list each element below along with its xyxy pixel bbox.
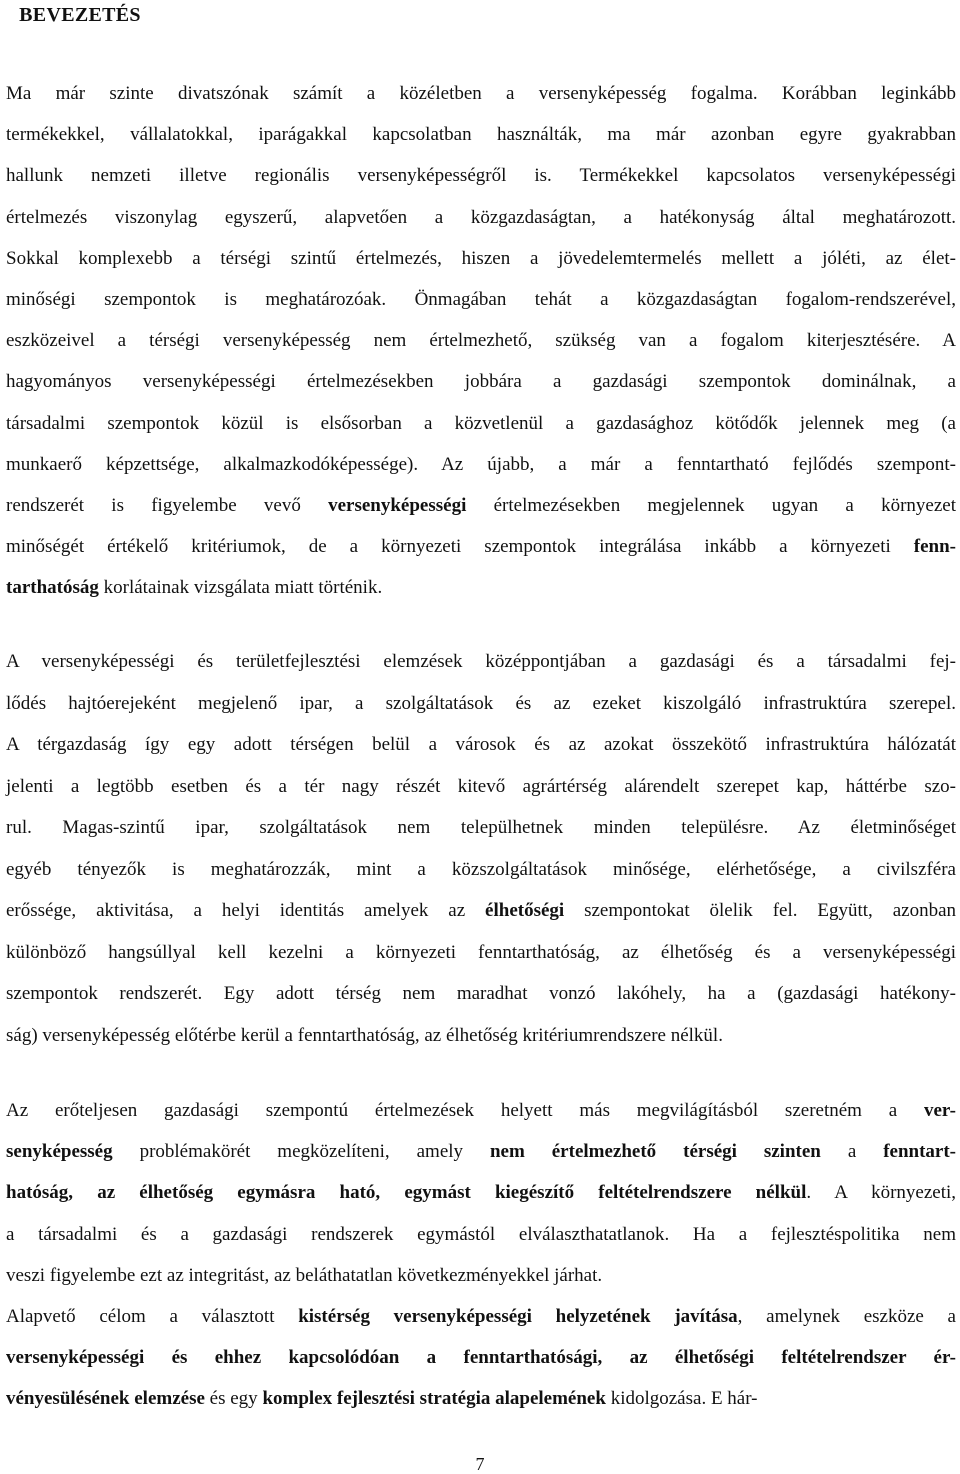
text-line [6, 690, 956, 718]
text-run: és egy [204, 1388, 263, 1409]
text-run: jelenti a legtöbb esetben és a tér nagy részét kitevő agrártérség alárendelt szerepet kap, háttérbe szo- [6, 775, 956, 797]
text-line [6, 1022, 956, 1050]
text-line [6, 1097, 956, 1125]
text-run: különböző hangsúllyal kell kezelni a környezeti fenntarthatóság, az élhetőség és a versenyképességi [6, 941, 956, 963]
bold-text: hatóság, az élhetőség egymásra ható, egymást kiegészítő feltételrendszere nélkül [6, 1182, 807, 1204]
text-run: korlátainak vizsgálata miatt történik. [98, 577, 383, 599]
text-run: A térgazdaság így egy adott térségen belül a városok és az azokat összekötő infrastruktúra hálózatát [6, 734, 956, 755]
bold-text: tarthatóság [6, 577, 99, 599]
text-run: értelmezésekben megjelennek ugyan a környezet [466, 495, 956, 516]
page-number: 7 [475, 1454, 485, 1474]
text-run: a [820, 1141, 884, 1163]
bold-text: komplex fejlesztési stratégia alapelemének [262, 1388, 606, 1409]
text-run: rul. Magas-szintű ipar, szolgáltatások nem települhetnek minden településre. Az életminőséget [6, 817, 956, 838]
text-run: kidolgozása. E hár- [605, 1388, 758, 1409]
text-line [6, 492, 956, 520]
text-run: veszi figyelembe ezt az integritást, az beláthatatlan következményekkel járhat. [6, 1264, 603, 1286]
text-line [6, 1179, 956, 1207]
text-run: Alapvető célom a választott [6, 1306, 299, 1327]
text-line [6, 286, 956, 314]
text-line [6, 368, 956, 396]
text-run: társadalmi szempontok közül is elsősorban a közvetlenül a gazdasághoz kötődők jelennek meg (a [6, 412, 956, 434]
text-line [6, 451, 956, 479]
text-run: egyéb tényezők is meghatározzák, mint a közszolgáltatások minősége, elérhetősége, a civilszféra [6, 858, 956, 880]
text-run: szempontokat ölelik fel. Együtt, azonban [564, 900, 956, 921]
text-line [6, 533, 956, 561]
text-line [6, 648, 956, 676]
bold-text: vényesülésének elemzése [6, 1388, 205, 1409]
text-line [6, 731, 956, 759]
text-run: , amelynek eszköze a [737, 1306, 956, 1327]
text-run: munkaerő képzettsége, alkalmazkodóképessége). Az újabb, a már a fenntartható fejlődés szempont- [6, 453, 956, 475]
text-line [6, 1221, 956, 1249]
text-line [6, 1262, 956, 1290]
text-line [6, 574, 956, 602]
text-run: értelmezés viszonylag egyszerű, alapvetően a közgazdaságtan, a hatékonyság által meghatározott. [6, 206, 956, 228]
text-line [6, 1344, 956, 1372]
text-run: problémakörét megközelíteni, amely [112, 1141, 490, 1163]
text-line [6, 410, 956, 438]
text-line [6, 245, 956, 273]
text-line [6, 1385, 956, 1413]
bold-text: versenyképességi és ehhez kapcsolódóan a fenntarthatósági, az élhetőségi feltételrendszer ér- [6, 1347, 956, 1368]
bold-text: ver- [924, 1100, 956, 1121]
text-line [6, 897, 956, 925]
text-line [6, 980, 956, 1008]
text-line [6, 121, 956, 149]
bold-text: nem értelmezhető térségi szinten [489, 1141, 821, 1163]
text-run: eszközeivel a térségi versenyképesség nem értelmezhető, szükség van a fogalom kiterjesztésére. A [6, 330, 956, 352]
text-run: minőségét értékelő kritériumok, de a környezeti szempontok integrálása inkább a környezeti [6, 536, 914, 558]
text-run: szempontok rendszerét. Egy adott térség nem maradhat vonzó lakóhely, ha a (gazdasági hatékony- [6, 983, 956, 1004]
text-line [6, 327, 956, 355]
bold-text: kistérség versenyképességi helyzetének javítása [298, 1306, 738, 1327]
text-run: Az erőteljesen gazdasági szempontú értelmezések helyett más megvilágításból szeretném a [6, 1100, 924, 1121]
text-line [6, 162, 956, 190]
text-line [6, 204, 956, 232]
text-run: ság) versenyképesség előtérbe kerül a fenntarthatóság, az élhetőség kritériumrendszere nélkül. [6, 1024, 723, 1046]
text-run: a társadalmi és a gazdasági rendszerek egymástól elválaszthatatlanok. Ha a fejlesztéspolitika nem [6, 1223, 956, 1245]
bold-text: élhetőségi [485, 900, 565, 921]
text-run: erőssége, aktivitása, a helyi identitás amelyek az [6, 900, 486, 921]
bold-text: fenntart- [883, 1141, 957, 1163]
text-run: hagyományos versenyképességi értelmezésekben jobbára a gazdasági szempontok dominálnak, a [6, 371, 956, 393]
text-line [6, 773, 956, 801]
page-title: BEVEZETÉS [19, 4, 141, 26]
text-run: Sokkal komplexebb a térségi szintű értelmezés, hiszen a jövedelemtermelés mellett a jóléti, az élet- [6, 247, 956, 269]
text-line [6, 814, 956, 842]
text-run: A versenyképességi és területfejlesztési elemzések középpontjában a gazdasági és a társadalmi fej- [6, 651, 956, 672]
bold-text: fenn- [913, 536, 956, 558]
bold-text: versenyképességi [328, 495, 467, 516]
bold-text: senyképesség [6, 1141, 113, 1163]
text-line [6, 856, 956, 884]
text-run: lődés hajtóerejeként megjelenő ipar, a szolgáltatások és az ezeket kiszolgáló infrastruktúra szerepel. [6, 692, 956, 714]
text-line [6, 80, 956, 108]
text-run: termékekkel, vállalatokkal, iparágakkal kapcsolatban használták, ma már azonban egyre gyakrabban [6, 124, 956, 146]
text-run: hallunk nemzeti illetve regionális versenyképességről is. Termékekkel kapcsolatos versenyképességi [6, 165, 956, 187]
text-line [6, 1138, 956, 1166]
text-run: . A környezeti, [806, 1182, 957, 1204]
text-line [6, 939, 956, 967]
text-run: minőségi szempontok is meghatározóak. Önmagában tehát a közgazdaságtan fogalom-rendszerével, [6, 289, 956, 310]
text-run: Ma már szinte divatszónak számít a közéletben a versenyképesség fogalma. Korábban leginkább [6, 83, 956, 104]
text-line [6, 1303, 956, 1331]
text-run: rendszerét is figyelembe vevő [6, 495, 329, 516]
